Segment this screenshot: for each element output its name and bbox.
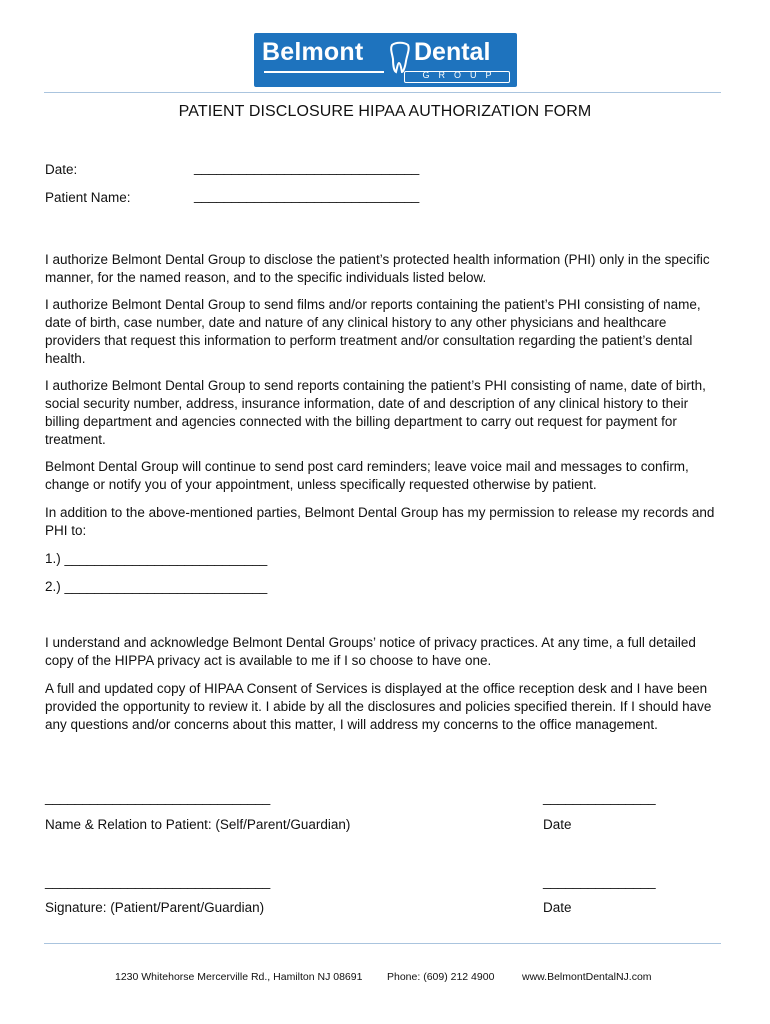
logo-underline <box>264 71 384 73</box>
paragraph-privacy-notice: I understand and acknowledge Belmont Dental Groups’ notice of privacy practices. At any time, a full detailed copy of the HIPPA privacy act is available to me if I so choose to have one. <box>45 635 696 668</box>
paragraph-billing: I authorize Belmont Dental Group to send reports containing the patient’s PHI consisting of name, date of birth, social security number, address, insurance information, date of and description of any clinical history to their billing department and agencies connected with the billing department to carry out request for payment for treatment. <box>45 378 706 447</box>
company-logo <box>254 33 517 87</box>
footer-divider <box>44 943 721 944</box>
footer-address: 1230 Whitehorse Mercerville Rd., Hamilton NJ 08691 <box>115 971 363 983</box>
paragraph-consent-services: A full and updated copy of HIPAA Consent of Services is displayed at the office reception desk and I have been provided the opportunity to review it. I abide by all the disclosures and policies specified therein. If I should have any questions and/or concerns about this matter, I will address my concerns to the office management. <box>45 681 712 732</box>
date-label-1: Date <box>543 817 572 832</box>
date-line-1[interactable]: _______________ <box>543 790 656 805</box>
name-relation-line[interactable]: ______________________________ <box>45 790 271 805</box>
date-line-2[interactable]: _______________ <box>543 874 656 889</box>
logo-word-group: GROUP <box>422 70 501 80</box>
paragraph-release-permission: In addition to the above-mentioned parties, Belmont Dental Group has my permission to release my records and PHI to: <box>45 505 715 538</box>
logo-word-dental: Dental <box>414 38 491 66</box>
name-relation-label: Name & Relation to Patient: (Self/Parent/Guardian) <box>45 817 351 832</box>
release-recipient-1[interactable]: 1.) ___________________________ <box>45 551 268 566</box>
patient-name-field[interactable]: ______________________________ <box>194 188 420 203</box>
release-recipient-2[interactable]: 2.) ___________________________ <box>45 579 268 594</box>
signature-label: Signature: (Patient/Parent/Guardian) <box>45 900 265 915</box>
paragraph-disclosure: I authorize Belmont Dental Group to disclose the patient’s protected health information (PHI) only in the specific manner, for the named reason, and to the specific individuals listed below. <box>45 252 710 285</box>
paragraph-films-reports: I authorize Belmont Dental Group to send films and/or reports containing the patient’s PHI consisting of name, date of birth, case number, date and nature of any clinical history to any other physicians and healthcare providers that request this information to perform treatment and/or consultation regarding the patient’s dental health. <box>45 297 701 366</box>
footer-phone: Phone: (609) 212 4900 <box>387 971 495 983</box>
date-field[interactable]: ______________________________ <box>194 160 420 175</box>
date-label: Date: <box>45 162 78 177</box>
logo-word-belmont: Belmont <box>262 38 364 66</box>
page-title: PATIENT DISCLOSURE HIPAA AUTHORIZATION FORM <box>178 103 592 120</box>
date-label-2: Date <box>543 900 572 915</box>
paragraph-reminders: Belmont Dental Group will continue to send post card reminders; leave voice mail and messages to confirm, change or notify you of your appointment, unless specifically requested otherwise by patient. <box>45 459 689 492</box>
signature-line[interactable]: ______________________________ <box>45 874 271 889</box>
patient-name-label: Patient Name: <box>45 190 131 205</box>
footer-website[interactable]: www.BelmontDentalNJ.com <box>522 971 652 983</box>
header-divider <box>44 92 721 93</box>
